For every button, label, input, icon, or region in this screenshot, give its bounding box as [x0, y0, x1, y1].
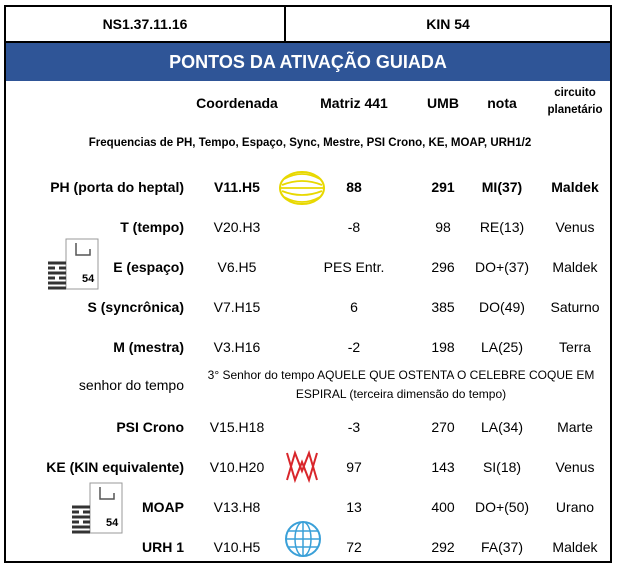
- row-planet: Maldek: [552, 259, 598, 275]
- row-nota: MI(37): [481, 179, 523, 195]
- kin-54-hexagram-icon: [46, 237, 100, 296]
- kin-badge-number: 54: [106, 517, 119, 529]
- row-matriz: 72: [346, 539, 362, 555]
- row-umb: 198: [431, 339, 455, 355]
- row-label: MOAP: [142, 499, 184, 515]
- row-label: M (mestra): [113, 339, 184, 355]
- row-umb: 270: [431, 419, 455, 435]
- senhor-line-1: 3° Senhor do tempo AQUELE QUE OSTENTA O CELEBRE COQUE EM: [207, 368, 595, 382]
- row-umb: 400: [431, 499, 455, 515]
- yellow-globe-lines-icon: [278, 169, 326, 207]
- senhor-note: [196, 366, 606, 404]
- row-umb: 291: [431, 179, 455, 195]
- row-coord: V6.H5: [217, 259, 257, 275]
- row-coord: V10.H5: [213, 539, 261, 555]
- row-matriz: -3: [347, 419, 361, 435]
- row-nota: DO+(37): [474, 259, 530, 275]
- row-nota: LA(34): [480, 419, 524, 435]
- table-frame: [4, 5, 612, 563]
- row-label: E (espaço): [113, 259, 184, 275]
- blue-globe-grid-icon: [280, 519, 326, 559]
- row-planet: Venus: [555, 219, 595, 235]
- row-planet: Venus: [555, 459, 595, 475]
- row-coord: V3.H16: [213, 339, 261, 355]
- red-double-v-icon: [284, 450, 320, 484]
- row-coord: V11.H5: [214, 179, 260, 195]
- row-coord: V20.H3: [213, 219, 261, 235]
- row-matriz: 6: [350, 299, 358, 315]
- row-umb: 292: [431, 539, 455, 555]
- row-coord: V7.H15: [213, 299, 261, 315]
- row-nota: LA(25): [480, 339, 524, 355]
- kin-badge-number: 54: [82, 273, 95, 285]
- row-nota: SI(18): [482, 459, 522, 475]
- row-nota: DO(49): [479, 299, 525, 315]
- row-label: T (tempo): [120, 219, 184, 235]
- kin-54-hexagram-icon: [70, 481, 124, 540]
- row-planet: Maldek: [552, 539, 598, 555]
- row-matriz: -2: [347, 339, 361, 355]
- row-umb: 385: [431, 299, 455, 315]
- senhor-label: senhor do tempo: [78, 377, 184, 393]
- col-matriz: Matriz 441: [320, 95, 388, 111]
- row-planet: Marte: [557, 419, 593, 435]
- row-planet: Urano: [555, 499, 595, 515]
- col-nota: nota: [487, 95, 517, 111]
- row-label: URH 1: [141, 539, 184, 555]
- row-label: PH (porta do heptal): [50, 179, 184, 195]
- row-matriz: 88: [346, 179, 362, 195]
- row-matriz: 13: [346, 499, 362, 515]
- row-planet: Saturno: [550, 299, 600, 315]
- freq-line: Frequencias de PH, Tempo, Espaço, Sync, Mestre, PSI Crono, KE, MOAP, URH1/2: [88, 137, 532, 149]
- col-coordenada: Coordenada: [196, 95, 278, 111]
- row-umb: 98: [435, 219, 451, 235]
- row-umb: 143: [431, 459, 455, 475]
- row-umb: 296: [431, 259, 455, 275]
- col-circuito: circuito planetário: [547, 87, 603, 116]
- senhor-line-2: ESPIRAL (terceira dimensão do tempo): [295, 387, 507, 401]
- header-kin: KIN 54: [426, 16, 470, 32]
- row-label: KE (KIN equivalente): [46, 459, 184, 475]
- row-coord: V13.H8: [213, 499, 261, 515]
- row-matriz: -8: [347, 219, 361, 235]
- header-date: NS1.37.11.16: [6, 7, 286, 41]
- col-umb: UMB: [427, 95, 459, 111]
- row-coord: V10.H20: [209, 459, 265, 475]
- row-matriz: 97: [346, 459, 362, 475]
- row-matriz: PES Entr.: [323, 259, 385, 275]
- row-nota: RE(13): [479, 219, 525, 235]
- row-coord: V15.H18: [209, 419, 265, 435]
- row-planet: Maldek: [551, 179, 599, 195]
- row-nota: FA(37): [480, 539, 524, 555]
- page-title: PONTOS DA ATIVAÇÃO GUIADA: [6, 41, 610, 81]
- row-label: S (syncrônica): [87, 299, 184, 315]
- row-label: PSI Crono: [116, 419, 184, 435]
- row-planet: Terra: [559, 339, 591, 355]
- row-nota: DO+(50): [474, 499, 530, 515]
